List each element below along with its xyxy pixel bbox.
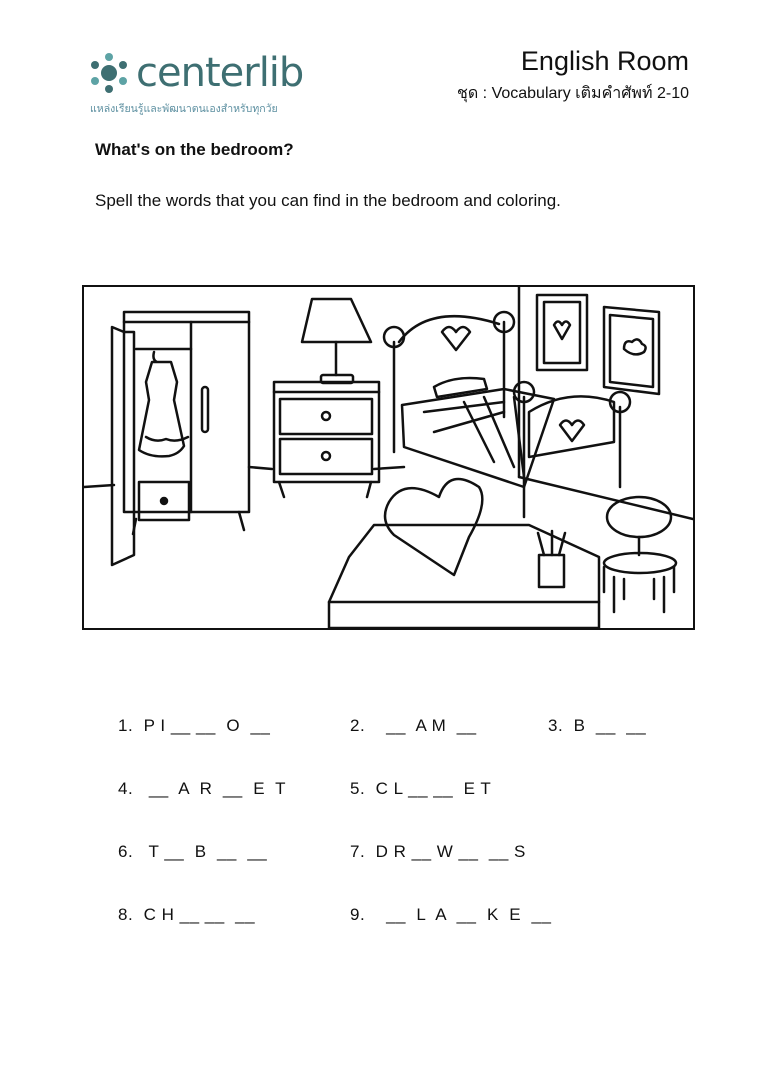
page-title: English Room — [520, 46, 689, 76]
stool — [604, 497, 676, 612]
wardrobe — [112, 312, 249, 565]
wall-pictures — [537, 295, 659, 394]
question-9: 9. __ L A __ K E __ — [350, 905, 552, 924]
question-1: 1. P I __ __ O __ — [118, 716, 271, 735]
question-8: 8. C H __ __ __ — [118, 905, 256, 924]
logo-molecule-icon — [86, 50, 132, 96]
centerlib-logo — [86, 48, 326, 118]
heart-rug — [385, 479, 482, 575]
table — [329, 525, 599, 628]
question-4: 4. __ A R __ E T — [118, 779, 287, 798]
question-5: 5. C L __ __ E T — [350, 779, 492, 798]
question-7: 7. D R __ W __ __ S — [350, 842, 526, 861]
logo-tagline: แหล่งเรียนรู้และพัฒนาตนเองสำหรับทุกวัย — [90, 103, 278, 115]
question-6: 6. T __ B __ __ — [118, 842, 268, 861]
question-3: 3. B __ __ — [548, 716, 647, 735]
logo-wordmark: centerlib — [136, 50, 304, 96]
bedroom-illustration — [82, 285, 695, 630]
bed — [384, 312, 630, 517]
worksheet-heading: What's on the bedroom? — [95, 140, 294, 159]
page-subtitle: ชุด : Vocabulary เติมคำศัพท์ 2-10 — [456, 85, 689, 102]
nightstand — [274, 299, 379, 497]
worksheet-instruction: Spell the words that you can find in the bedroom and coloring. — [95, 191, 561, 210]
question-2: 2. __ A M __ — [350, 716, 477, 735]
